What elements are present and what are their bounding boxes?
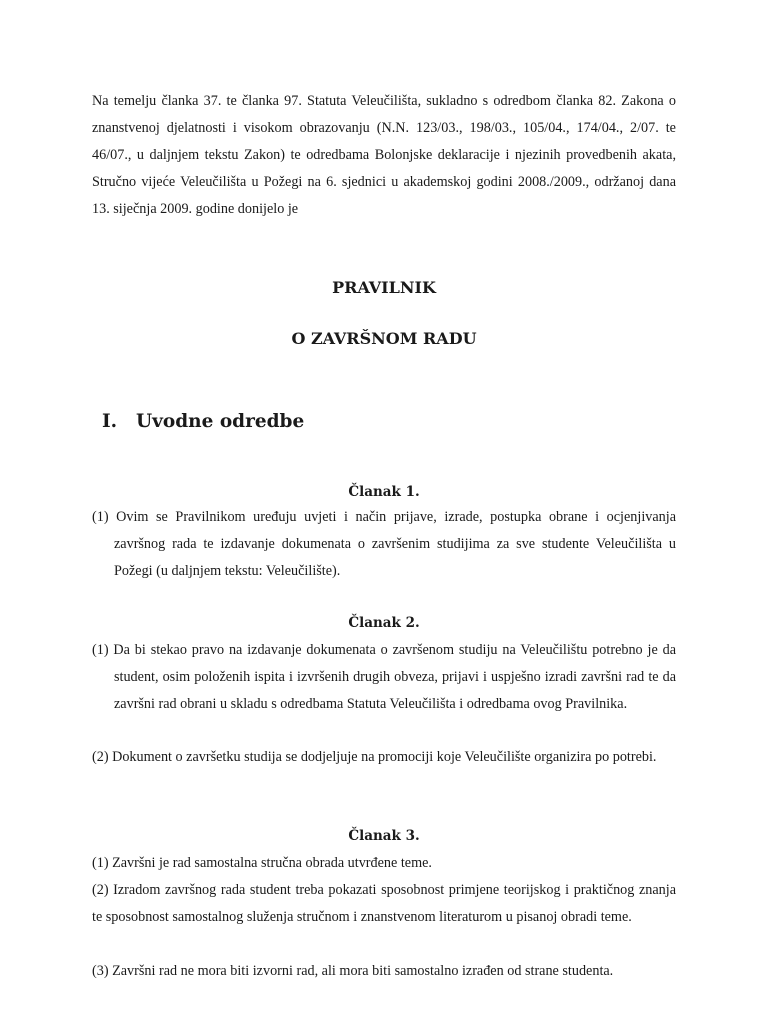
- article-2-paragraph-2: (2) Dokument o završetku studija se dodjeljuje na promociji koje Veleučilište organizira po potrebi.: [92, 749, 657, 765]
- document-subtitle: O ZAVRŠNOM RADU: [291, 329, 477, 348]
- article-1-paragraph-1: (1) Ovim se Pravilnikom uređuju uvjeti i način prijave, izrade, postupka obrane i ocjenjivanja završnog rada te izdavanje dokumenata o završenim studijima za sve studente Veleučilišta u Požegi (u daljnjem tekstu: Veleučilište).: [92, 509, 676, 579]
- section-number: I.: [102, 411, 118, 432]
- section-title: Uvodne odredbe: [136, 411, 305, 432]
- article-3-paragraph-3: (3) Završni rad ne mora biti izvorni rad, ali mora biti samostalno izrađen od strane studenta.: [92, 963, 614, 979]
- article-2-paragraph-1: (1) Da bi stekao pravo na izdavanje dokumenata o završenom studiju na Veleučilištu potrebno je da student, osim položenih ispita i izvršenih drugih obveza, prijavi i uspješno izradi završni rad te da završni rad obrani u skladu s odredbama Statuta Veleučilišta i odredbama ovog Pravilnika.: [92, 642, 676, 712]
- preamble-paragraph: Na temelju članka 37. te članka 97. Statuta Veleučilišta, sukladno s odredbom članka 82. Zakona o znanstvenoj djelatnosti i visokom obrazovanju (N.N. 123/03., 198/03., 105/04., 174/04., 2/07. te 46/07., u daljnjem tekstu Zakon) te odredbama Bolonjske deklaracije i njezinih provedbenih akata, Stručno vijeće Veleučilišta u Požegi na 6. sjednici u akademskoj godini 2008./2009., održanoj dana 13. siječnja 2009. godine donijelo je: [92, 93, 676, 217]
- article-2-heading: Članak 2.: [348, 615, 420, 631]
- article-3-heading: Članak 3.: [348, 828, 420, 844]
- article-1-heading: Članak 1.: [348, 484, 420, 500]
- article-3-paragraph-2: (2) Izradom završnog rada student treba pokazati sposobnost primjene teorijskog i praktičnog znanja te sposobnost samostalnog služenja stručnom i znanstvenom literaturom u pisanoj obradi teme.: [92, 882, 676, 925]
- document-title: PRAVILNIK: [332, 278, 436, 297]
- article-3-paragraph-1: (1) Završni je rad samostalna stručna obrada utvrđene teme.: [92, 855, 432, 871]
- section-heading: [102, 411, 304, 432]
